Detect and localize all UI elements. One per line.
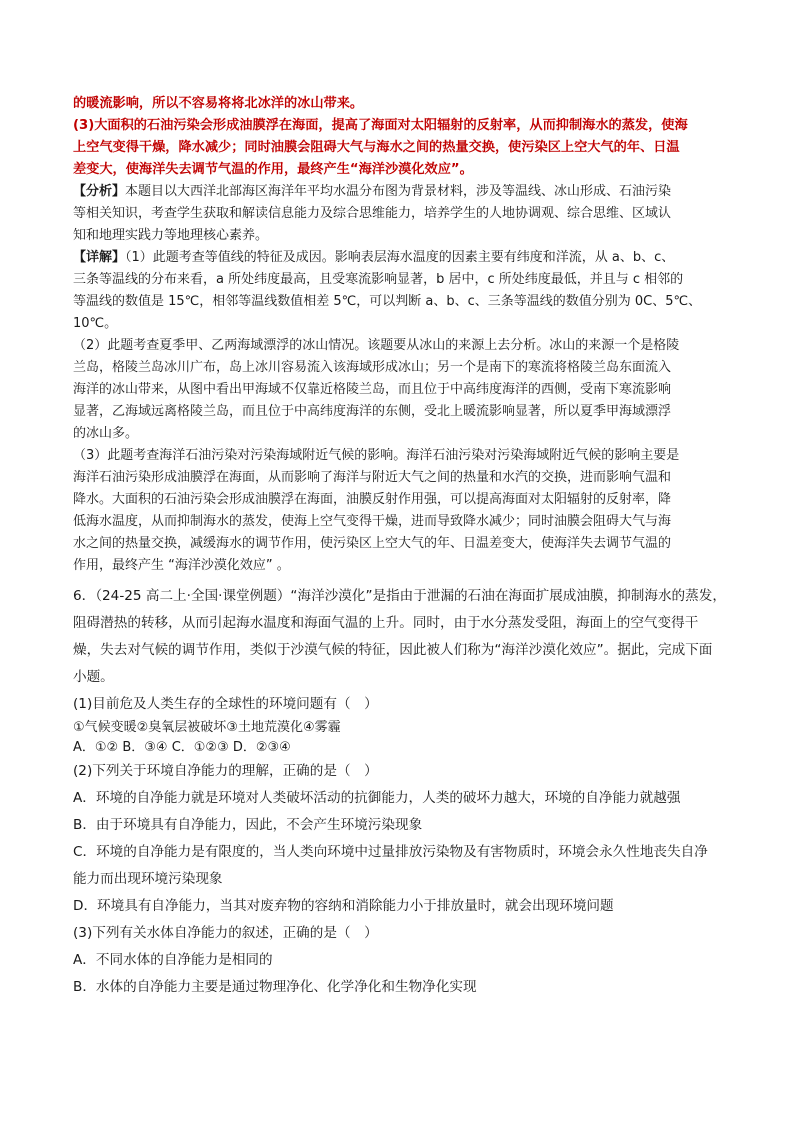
detail-line: 等温线的数值是 15℃，相邻等温线数值相差 5℃，可以判断 a、b、c、三条等温线的数值分别为 0C、5℃、 — [73, 294, 702, 309]
question-stem-line: 小题。 — [73, 669, 114, 685]
subquestion-2-stem: (2)下列关于环境自净能力的理解，正确的是（ ） — [73, 763, 378, 779]
detail-block — [73, 247, 733, 577]
detail-line: 显著，乙海域远离格陵兰岛，而且位于中高纬度海洋的东侧，受北上暖流影响显著，所以夏季甲海域漂浮 — [73, 404, 672, 419]
answer-line: 上空气变得干燥，降水减少；同时油膜会阻碍大气与海水之间的热量交换，使污染区上空大气的年、日温 — [73, 140, 680, 155]
detail-line: （2）此题考查夏季甲、乙两海域漂浮的冰山情况。该题要从冰山的来源上去分析。冰山的来源一个是格陵 — [73, 338, 680, 353]
option-d: D．环境具有自净能力，当其对废弃物的容纳和消除能力小于排放量时，就会出现环境问题 — [73, 898, 614, 914]
detail-line: 海洋石油污染形成油膜浮在海面，从而影响了海洋与附近大气之间的热量和水汽的交换，进而影响气温和 — [73, 470, 672, 485]
detail-line: 兰岛，格陵兰岛冰川广布，岛上冰川容易流入该海域形成冰山；另一个是南下的寒流将格陵兰岛东面流入 — [73, 360, 672, 375]
detail-tag: 【详解】 — [73, 250, 126, 265]
detail-line: （3）此题考查海洋石油污染对污染海域附近气候的影响。海洋石油污染对污染海域附近气候的影响主要是 — [73, 448, 680, 463]
answer-line: 的暖流影响，所以不容易将将北冰洋的冰山带来。 — [73, 96, 364, 111]
detail-line: 【详解】（1）此题考查等值线的特征及成因。影响表层海水温度的因素主要有纬度和洋流，从 a、b、c、 — [73, 250, 675, 265]
detail-line: 海洋的冰山带来，从图中看出甲海域不仅靠近格陵兰岛，而且位于中高纬度海洋的西侧，受南下寒流影响 — [73, 382, 672, 397]
question-stem-line: 阻碍潜热的转移，从而引起海水温度和海面气温的上升。同时，由于水分蒸发受阻，海面上的空气变得干 — [73, 615, 699, 631]
option-b: B．水体的自净能力主要是通过物理净化、化学净化和生物净化实现 — [73, 979, 477, 995]
analysis-block — [73, 181, 733, 247]
analysis-line: 等相关知识，考查学生获取和解读信息能力及综合思维能力，培养学生的人地协调观、综合思维、区域认 — [73, 206, 672, 221]
analysis-line: 【分析】本题目以大西洋北部海区海洋年平均水温分布图为背景材料，涉及等温线、冰山形成、石油污染 — [73, 184, 672, 199]
answer-line: (3)大面积的石油污染会形成油膜浮在海面，提高了海面对太阳辐射的反射率，从而抑制海水的蒸发，使海 — [73, 118, 688, 133]
question-6 — [73, 583, 733, 1001]
subquestion-1-items: ①气候变暖②臭氧层被破坏③土地荒漠化④雾霾 — [73, 720, 341, 735]
question-stem-line: 6．（24-25 高二上·全国·课堂例题）“海洋沙漠化”是指由于泄漏的石油在海面扩展成油膜，抑制海水的蒸发， — [73, 588, 726, 604]
answer-line: 差变大，使海洋失去调节气温的作用，最终产生“海洋沙漠化效应”。 — [73, 162, 473, 177]
detail-line: 三条等温线的分布来看，a 所处纬度最高，且受寒流影响显著，b 居中，c 所处纬度最低，并且与 c 相邻的 — [73, 272, 684, 287]
option-a: A．不同水体的自净能力是相同的 — [73, 952, 273, 968]
detail-line: 的冰山多。 — [73, 426, 139, 441]
option-a: A．环境的自净能力就是环境对人类破坏活动的抗御能力，人类的破坏力越大，环境的自净能力就越强 — [73, 790, 681, 806]
option-c: C．环境的自净能力是有限度的，当人类向环境中过量排放污染物及有害物质时，环境会永久性地丧失自净 — [73, 844, 708, 860]
analysis-line: 知和地理实践力等地理核心素养。 — [73, 228, 269, 243]
detail-line: 水之间的热量交换，减缓海水的调节作用，使污染区上空大气的年、日温差变大，使海洋失去调节气温的 — [73, 536, 672, 551]
detail-line: 低海水温度，从而抑制海水的蒸发，使海上空气变得干燥，进而导致降水减少；同时油膜会阻碍大气与海 — [73, 514, 672, 529]
analysis-tag: 【分析】 — [73, 184, 126, 199]
page-content — [73, 93, 733, 1001]
detail-line: 降水。大面积的石油污染会形成油膜浮在海面，油膜反射作用强，可以提高海面对太阳辐射的反射率，降 — [73, 492, 672, 507]
answer-block — [73, 93, 733, 181]
option-c-continued: 能力而出现环境污染现象 — [73, 871, 223, 887]
question-stem-line: 燥，失去对气候的调节作用，类似于沙漠气候的特征，因此被人们称为“海洋沙漠化效应”。据此，完成下面 — [73, 642, 713, 658]
subquestion-1-options: A．①② B．③④ C．①②③ D．②③④ — [73, 740, 291, 755]
subquestion-1-stem: (1)目前危及人类生存的全球性的环境问题有（ ） — [73, 696, 378, 712]
option-b: B．由于环境具有自净能力，因此，不会产生环境污染现象 — [73, 817, 423, 833]
detail-line: 10℃。 — [73, 316, 118, 331]
subquestion-3-stem: (3)下列有关水体自净能力的叙述，正确的是（ ） — [73, 925, 378, 941]
detail-line: 作用，最终产生 “海洋沙漠化效应” 。 — [73, 558, 290, 573]
